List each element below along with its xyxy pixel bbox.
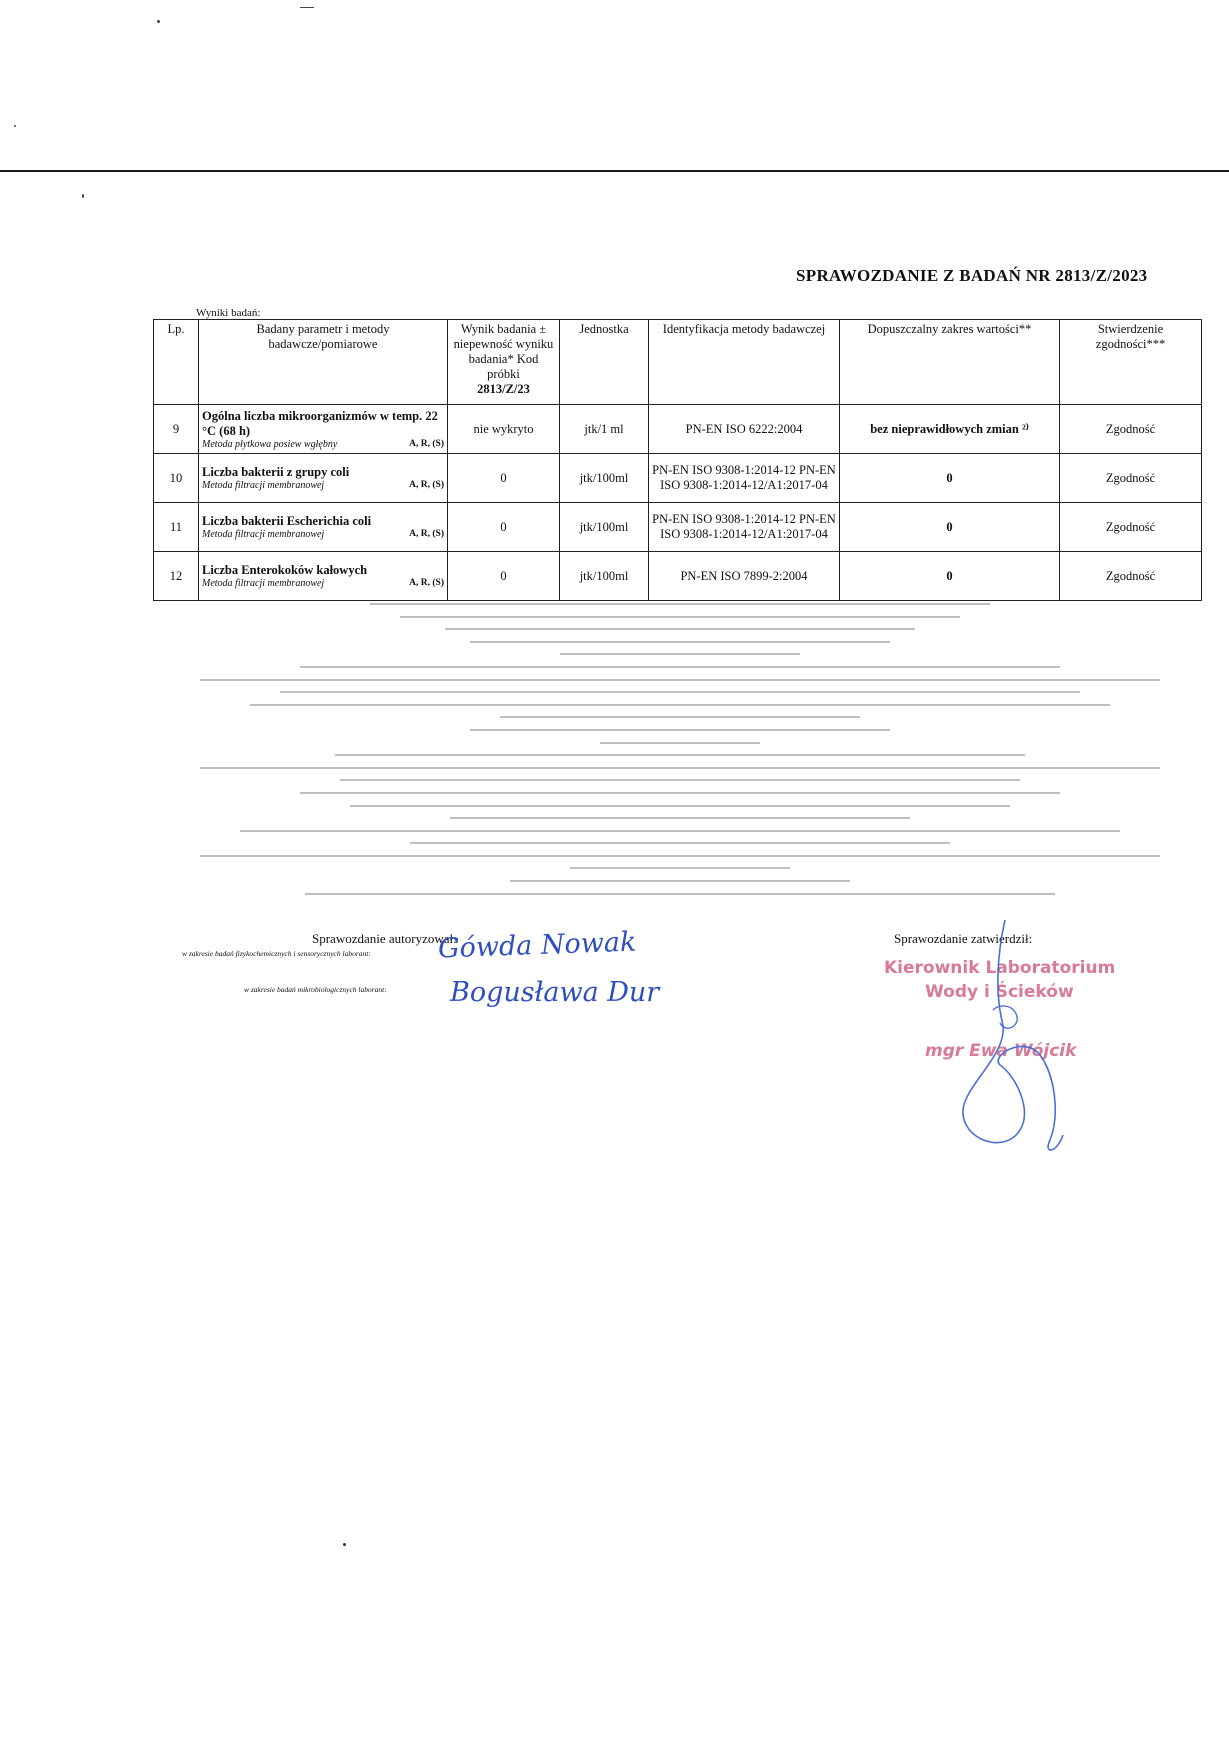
- header-conformity: Stwierdzenie zgodności***: [1060, 320, 1202, 405]
- scan-top-margin: [0, 0, 1229, 172]
- row-parameter: [199, 552, 448, 601]
- row-lp: 9: [154, 405, 199, 454]
- parameter-name: Liczba bakterii z grupy coli: [202, 465, 350, 479]
- micro-laborant-line: w zakresie badań mikrobiologicznych laborant:: [244, 985, 387, 994]
- row-unit: jtk/100ml: [560, 503, 649, 552]
- table-row: [154, 405, 1202, 454]
- parameter-codes: A, R, (S): [409, 578, 444, 588]
- footnote-line: [250, 704, 1110, 706]
- row-unit: jtk/100ml: [560, 454, 649, 503]
- table-row: [154, 503, 1202, 552]
- footnote-line: [470, 729, 890, 731]
- signature-micro: Bogusława Dur: [450, 977, 660, 1008]
- row-parameter: [199, 503, 448, 552]
- header-allowed-range: Dopuszczalny zakres wartości**: [840, 320, 1060, 405]
- footnote-line: [300, 792, 1060, 794]
- footnote-line: [560, 653, 800, 655]
- row-method-id: PN-EN ISO 7899-2:2004: [649, 552, 840, 601]
- footnote-line: [400, 616, 960, 618]
- row-unit: jtk/100ml: [560, 552, 649, 601]
- footnote-line: [445, 628, 915, 630]
- row-allowed: bez nieprawidłowych zmian ²⁾: [840, 405, 1060, 454]
- footnote-line: [600, 742, 760, 744]
- stamp-subtitle: Wody i Ścieków: [925, 982, 1074, 1002]
- scan-speck: [82, 194, 84, 198]
- parameter-name: Ogólna liczba mikroorganizmów w temp. 22 °C (68 h): [202, 408, 438, 438]
- scan-speck: [343, 1543, 346, 1546]
- scan-speck: [14, 125, 16, 127]
- header-result: [448, 320, 560, 405]
- row-result: 0: [448, 503, 560, 552]
- row-result: nie wykryto: [448, 405, 560, 454]
- parameter-codes: A, R, (S): [409, 480, 444, 490]
- row-result: 0: [448, 552, 560, 601]
- footnote-line: [370, 603, 990, 605]
- header-method-id: Identyfikacja metody badawczej: [649, 320, 840, 405]
- row-allowed: 0: [840, 454, 1060, 503]
- table-row: [154, 454, 1202, 503]
- parameter-method: Metoda filtracji membranowej: [202, 529, 325, 540]
- row-allowed: 0: [840, 552, 1060, 601]
- header-lp: Lp.: [154, 320, 199, 405]
- footnote-line: [470, 641, 890, 643]
- table-header-row: [154, 320, 1202, 405]
- scan-speck: [157, 20, 160, 23]
- row-unit: jtk/1 ml: [560, 405, 649, 454]
- footnote-line: [450, 817, 910, 819]
- footnote-line: [410, 842, 950, 844]
- physchem-laborant-line: w zakresie badań fizykochemicznych i sensorycznych laborant:: [182, 949, 371, 958]
- signature-physchem: Gówda Nowak: [437, 926, 637, 965]
- footnote-line: [240, 830, 1120, 832]
- row-method-id: PN-EN ISO 9308-1:2014-12 PN-EN ISO 9308-1:2014-12/A1:2017-04: [649, 454, 840, 503]
- parameter-codes: A, R, (S): [409, 529, 444, 539]
- header-result-label: Wynik badania ± niepewność wyniku badania* Kod próbki: [453, 322, 554, 381]
- row-conformity: Zgodność: [1060, 503, 1202, 552]
- footnotes-block: [190, 603, 1170, 905]
- row-conformity: Zgodność: [1060, 454, 1202, 503]
- footnote-line: [510, 880, 850, 882]
- row-lp: 12: [154, 552, 199, 601]
- footnote-line: [335, 754, 1025, 756]
- footnote-line: [500, 716, 860, 718]
- footnote-line: [340, 779, 1020, 781]
- header-sample-code: 2813/Z/23: [477, 382, 530, 396]
- parameter-name: Liczba Enterokoków kałowych: [202, 563, 368, 577]
- row-conformity: Zgodność: [1060, 405, 1202, 454]
- scan-speck: [300, 7, 314, 8]
- footnote-line: [350, 805, 1010, 807]
- footnote-line: [305, 893, 1055, 895]
- stamp-name: mgr Ewa Wójcik: [925, 1041, 1077, 1061]
- footnote-line: [200, 679, 1160, 681]
- table-row: [154, 552, 1202, 601]
- stamp-title: Kierownik Laboratorium: [884, 958, 1116, 978]
- footnote-line: [570, 867, 790, 869]
- row-method-id: PN-EN ISO 6222:2004: [649, 405, 840, 454]
- parameter-method: Metoda filtracji membranowej: [202, 578, 325, 589]
- footnote-line: [280, 691, 1080, 693]
- approved-label: Sprawozdanie zatwierdził:: [894, 931, 1033, 946]
- row-result: 0: [448, 454, 560, 503]
- results-table: [153, 319, 1202, 601]
- row-allowed: 0: [840, 503, 1060, 552]
- results-label: Wyniki badań:: [196, 307, 261, 319]
- footnote-line: [200, 767, 1160, 769]
- parameter-method: Metoda płytkowa posiew wgłębny: [202, 438, 338, 450]
- row-parameter: [199, 405, 448, 454]
- header-unit: Jednostka: [560, 320, 649, 405]
- footnote-line: [200, 855, 1160, 857]
- authorized-label: Sprawozdanie autoryzował:: [312, 931, 457, 946]
- row-conformity: Zgodność: [1060, 552, 1202, 601]
- row-parameter: [199, 454, 448, 503]
- approval-signature-scribble: [945, 915, 1075, 1160]
- row-method-id: PN-EN ISO 9308-1:2014-12 PN-EN ISO 9308-1:2014-12/A1:2017-04: [649, 503, 840, 552]
- parameter-name: Liczba bakterii Escherichia coli: [202, 514, 372, 528]
- row-lp: 11: [154, 503, 199, 552]
- footnote-line: [300, 666, 1060, 668]
- parameter-codes: A, R, (S): [409, 438, 444, 449]
- report-title: SPRAWOZDANIE Z BADAŃ NR 2813/Z/2023: [796, 266, 1148, 285]
- parameter-method: Metoda filtracji membranowej: [202, 480, 325, 491]
- row-lp: 10: [154, 454, 199, 503]
- header-parameter: Badany parametr i metody badawcze/pomiarowe: [199, 320, 448, 405]
